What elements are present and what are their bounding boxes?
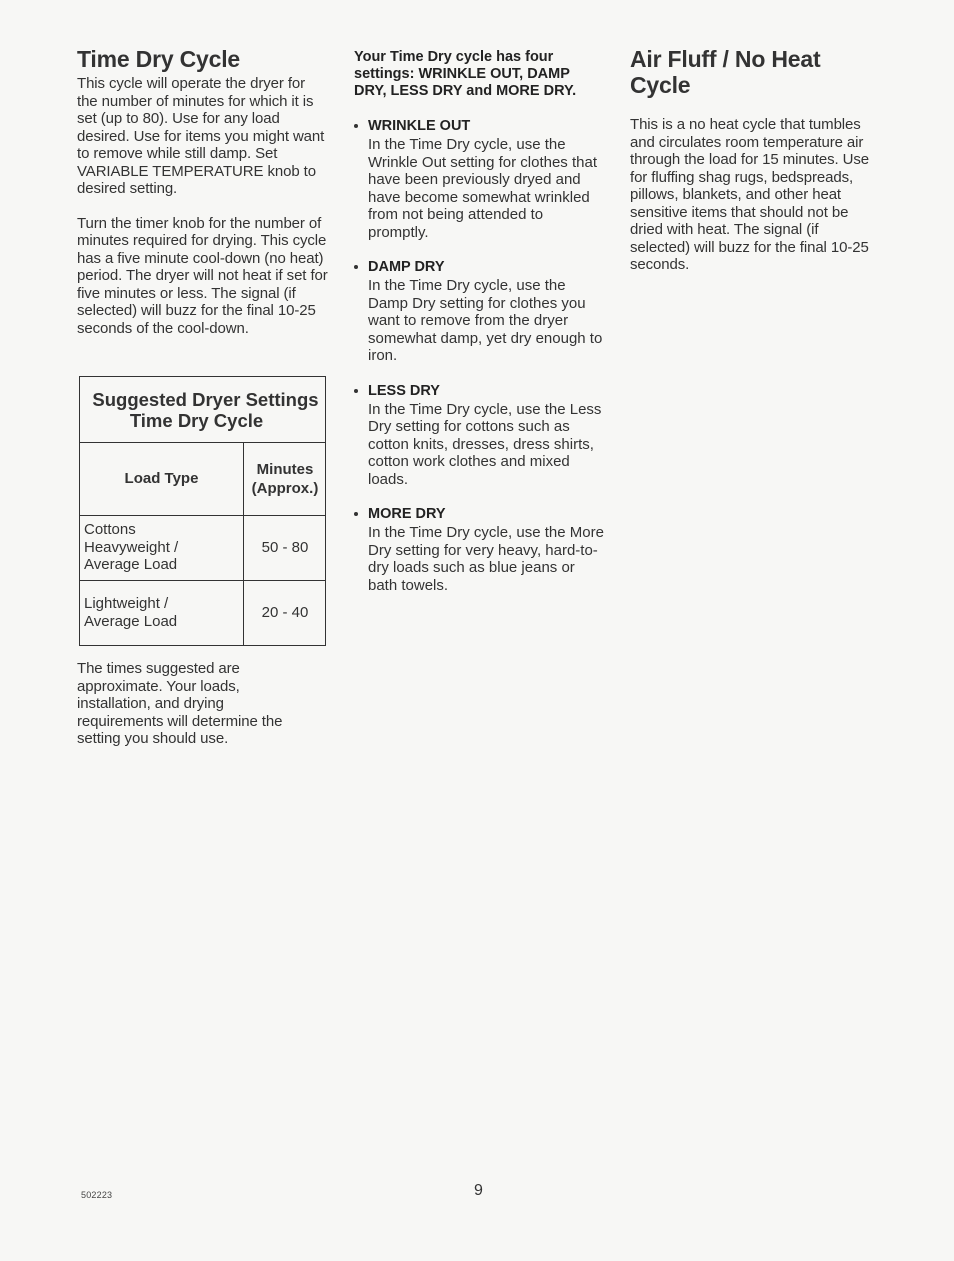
load-type-cell: Cottons	[84, 521, 136, 538]
load-type-cell: Average Load	[84, 556, 178, 573]
settings-intro: Your Time Dry cycle has four settings: WRINKLE OUT, DAMP DRY, LESS DRY and MORE DRY.	[354, 49, 577, 99]
table-row	[84, 521, 240, 574]
setting-description: In the Time Dry cycle, use the Damp Dry setting for clothes you want to remove from the dryer somewhat damp, yet dry enough to iron.	[368, 277, 603, 364]
load-type-header: Load Type	[124, 470, 199, 487]
bullet-icon	[354, 389, 358, 393]
table-header-divider	[80, 515, 325, 516]
setting-wrinkle-out	[354, 118, 606, 241]
air-fluff-title-line-1: Air Fluff / No Heat	[630, 46, 821, 72]
page-number: 9	[474, 1182, 483, 1199]
suggested-settings-table	[79, 376, 326, 646]
setting-description: In the Time Dry cycle, use the Less Dry setting for cottons such as cotton knits, dresses, dress shirts, cotton work clothes and mixed loads.	[368, 400, 602, 488]
setting-more-dry	[354, 506, 606, 594]
air-fluff-section	[630, 46, 880, 274]
times-note: The times suggested are approximate. Your loads, installation, and drying requirements will determine the setting you should use.	[77, 660, 283, 747]
minutes-header	[244, 460, 326, 498]
load-type-cell: Average Load	[84, 612, 178, 630]
time-dry-paragraph-2: Turn the timer knob for the number of minutes required for drying. This cycle has a five minute cool-down (no heat) period. The dryer will not heat if set for five minutes or less. The signal (if selected) will buzz for the final 10-25 seconds of the cool-down.	[77, 214, 328, 337]
minutes-cell: 20 - 40	[261, 604, 309, 621]
load-type-cell: Lightweight /	[84, 595, 169, 612]
air-fluff-description: This is a no heat cycle that tumbles and circulates room temperature air through the load for 15 minutes. Use for fluffing shag rugs, bedspreads, pillows, blankets, and other heat sensitive items that should not be dried with heat. The signal (if selected) will buzz for the final 10-25 seconds.	[630, 116, 870, 273]
time-dry-section	[77, 46, 329, 337]
table-title-line-1: Suggested Dryer Settings	[92, 389, 319, 410]
bullet-icon	[354, 512, 358, 516]
bullet-icon	[354, 124, 358, 128]
minutes-header-line-2: (Approx.)	[251, 480, 319, 497]
time-dry-title: Time Dry Cycle	[77, 46, 240, 72]
settings-section	[354, 49, 606, 594]
table-row-divider	[80, 580, 325, 581]
setting-description: In the Time Dry cycle, use the Wrinkle Out setting for clothes that have been previously dryed and have become somewhat wrinkled from not being attended to promptly.	[368, 136, 597, 241]
setting-label: DAMP DRY	[368, 259, 445, 275]
minutes-header-line-1: Minutes	[256, 461, 314, 478]
setting-description: In the Time Dry cycle, use the More Dry setting for very heavy, hard-to-dry loads such as blue jeans or bath towels.	[368, 524, 604, 594]
minutes-cell: 50 - 80	[261, 539, 309, 556]
document-code: 502223	[81, 1190, 113, 1200]
air-fluff-title	[630, 46, 880, 98]
setting-label: WRINKLE OUT	[368, 118, 471, 134]
air-fluff-title-line-2: Cycle	[630, 72, 691, 98]
setting-label: MORE DRY	[368, 506, 446, 522]
load-type-cell: Heavyweight /	[84, 538, 179, 556]
time-dry-paragraph-1: This cycle will operate the dryer for the number of minutes for which it is set (up to 80). Use for any load desired. Use for items you might want to remove while still damp. Set VARIABLE TEMPERATURE knob to desired setting.	[77, 75, 325, 197]
table-row	[84, 595, 240, 630]
setting-damp-dry	[354, 259, 606, 365]
setting-label: LESS DRY	[368, 382, 440, 399]
table-title-line-2: Time Dry Cycle	[129, 410, 264, 431]
table-title	[80, 377, 325, 443]
setting-less-dry	[354, 383, 606, 489]
bullet-icon	[354, 265, 358, 269]
